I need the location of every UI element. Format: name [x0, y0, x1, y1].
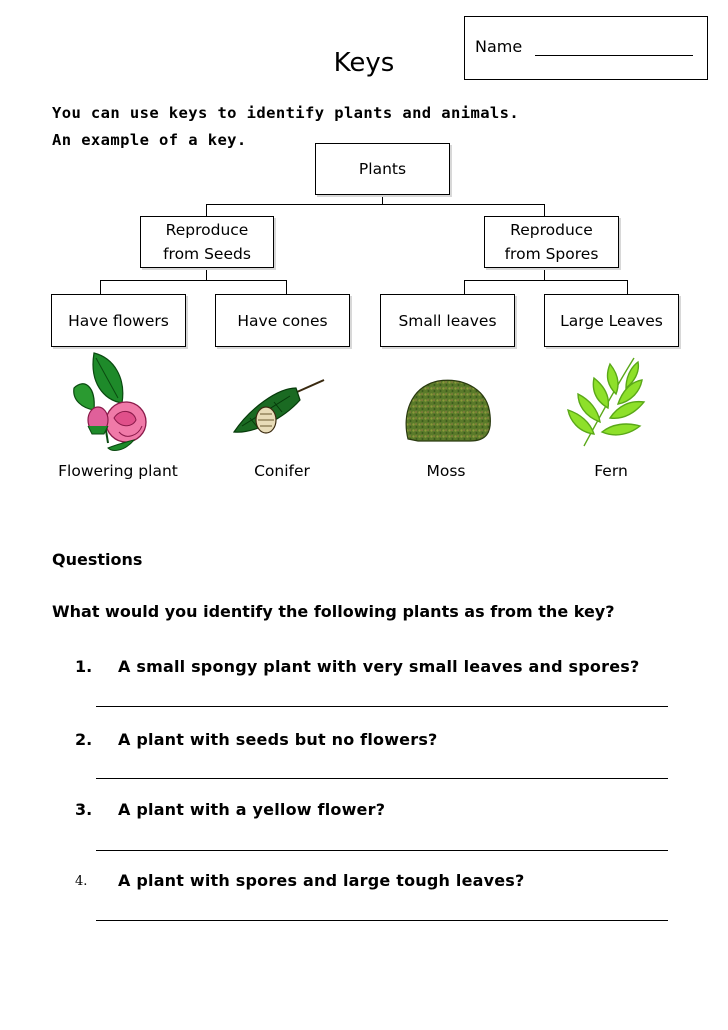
answer-line-4[interactable] [96, 920, 668, 921]
key-small-leaves-label: Small leaves [398, 311, 497, 330]
key-root-label: Plants [358, 160, 407, 178]
connector [464, 280, 628, 281]
key-have-flowers [51, 294, 186, 347]
intro-line-1: You can use keys to identify plants and animals. [52, 104, 520, 122]
plant-label-fern: Fern [594, 462, 628, 480]
connector [206, 204, 207, 216]
connector [206, 268, 207, 280]
rose-icon [64, 348, 154, 456]
plant-label-moss: Moss [426, 462, 466, 480]
connector [206, 204, 545, 205]
connector [100, 280, 287, 281]
key-have-flowers-label: Have flowers [68, 311, 169, 330]
conifer-branch-icon [228, 374, 326, 440]
key-root-plants [315, 143, 450, 195]
moss-icon [400, 375, 494, 445]
key-seeds-line2: from Seeds [163, 245, 251, 263]
page-title: Keys [333, 48, 395, 78]
key-have-cones [215, 294, 350, 347]
intro-line-2: An example of a key. [52, 131, 247, 149]
key-large-leaves-label: Large Leaves [560, 311, 663, 330]
key-seeds-line1: Reproduce [165, 221, 249, 239]
answer-line-1[interactable] [96, 706, 668, 707]
connector [382, 195, 383, 204]
question-number: 3. [75, 800, 93, 819]
key-spores [484, 216, 619, 268]
question-number: 4. [75, 874, 88, 889]
key-small-leaves [380, 294, 515, 347]
key-have-cones-label: Have cones [237, 311, 328, 330]
answer-line-3[interactable] [96, 850, 668, 851]
key-large-leaves [544, 294, 679, 347]
fern-icon [564, 350, 646, 454]
plant-label-flowering: Flowering plant [58, 462, 178, 480]
key-spores-line2: from Spores [504, 245, 599, 263]
connector [544, 268, 545, 280]
answer-line-2[interactable] [96, 778, 668, 779]
connector [627, 280, 628, 294]
plant-label-conifer: Conifer [254, 462, 310, 480]
name-label: Name [475, 37, 523, 56]
question-text: A plant with seeds but no flowers? [118, 730, 438, 749]
question-text: A plant with spores and large tough leaves? [118, 871, 525, 890]
connector [464, 280, 465, 294]
question-text: A small spongy plant with very small leaves and spores? [118, 657, 640, 676]
key-seeds [140, 216, 274, 268]
questions-heading: Questions [52, 550, 143, 569]
key-spores-line1: Reproduce [510, 221, 593, 239]
connector [544, 204, 545, 216]
connector [286, 280, 287, 294]
question-number: 2. [75, 730, 93, 749]
connector [100, 280, 101, 294]
questions-prompt: What would you identify the following plants as from the key? [52, 602, 615, 621]
question-text: A plant with a yellow flower? [118, 800, 386, 819]
question-number: 1. [75, 657, 93, 676]
